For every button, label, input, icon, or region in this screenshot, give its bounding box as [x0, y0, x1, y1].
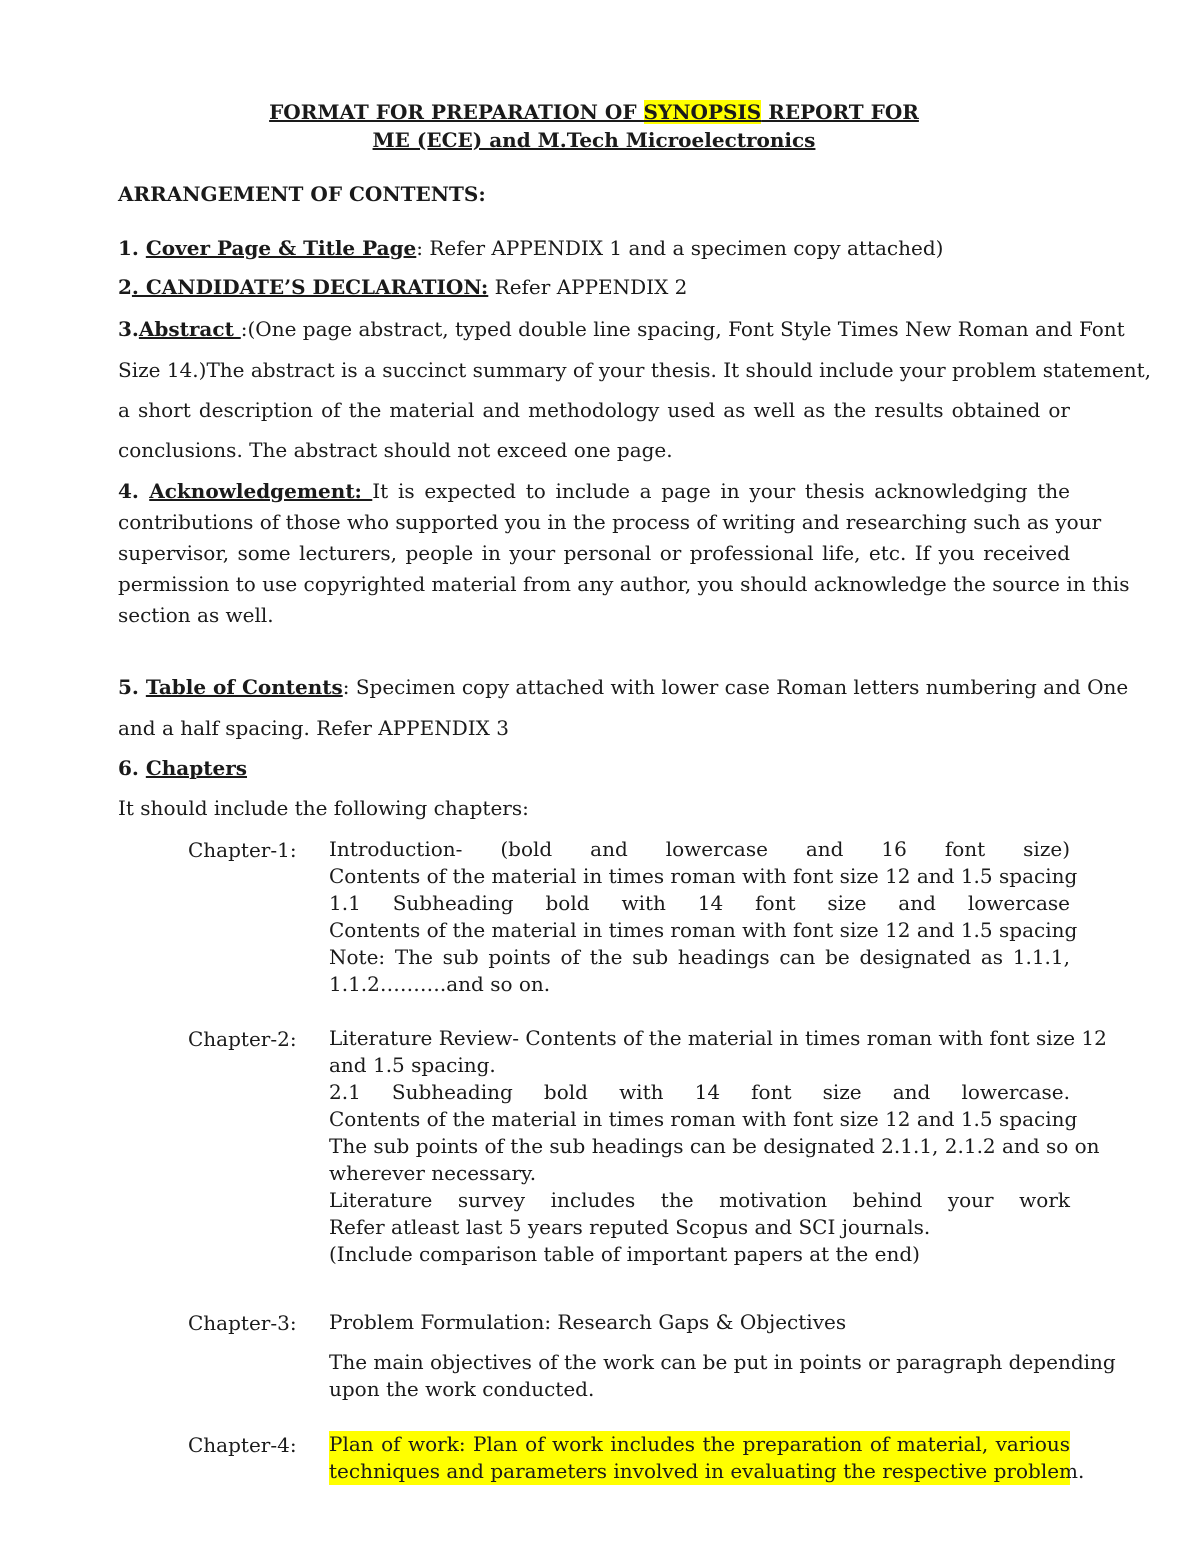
chapter-line: Note: The sub points of the sub headings can be designated as 1.1.1,	[329, 945, 1070, 969]
chapter-line: Contents of the material in times roman with font size 12 and 1.5 spacing	[329, 918, 1078, 942]
title-highlight: SYNOPSIS	[643, 100, 762, 124]
item-chapters-heading: Chapters	[145, 756, 248, 780]
document-subtitle: ME (ECE) and M.Tech Microelectronics	[372, 128, 816, 152]
chapter-line: (Include comparison table of important papers at the end)	[329, 1242, 920, 1266]
chapter-line: and 1.5 spacing.	[329, 1053, 496, 1077]
chapter-line: The main objectives of the work can be put in points or paragraph depending	[329, 1350, 1116, 1374]
chapter-line: 1.1.2……….and so on.	[329, 972, 551, 996]
chapter-line: Literature Review- Contents of the material in times roman with font size 12	[329, 1026, 1107, 1050]
item-abstract-line: Size 14.)The abstract is a succinct summary of your thesis. It should include your problem statement,	[118, 358, 1151, 382]
chapter-line: Refer atleast last 5 years reputed Scopus and SCI journals.	[329, 1215, 931, 1239]
item-declaration-heading: . CANDIDATE’S DECLARATION:	[131, 275, 489, 299]
chapter-line: Literature survey includes the motivation behind your work	[329, 1188, 1070, 1212]
chapter-line: upon the work conducted.	[329, 1377, 595, 1401]
item-chapters: 6. Chapters	[118, 756, 248, 780]
chapter-line: Contents of the material in times roman with font size 12 and 1.5 spacing	[329, 1107, 1078, 1131]
item-acknowledgement-line: 4. Acknowledgement: It is expected to include a page in your thesis acknowledging the	[118, 479, 1070, 503]
chapter-line: 2.1 Subheading bold with 14 font size and lowercase.	[329, 1080, 1070, 1104]
item-abstract-heading: Abstract	[138, 317, 241, 341]
title-text-end: REPORT FOR	[761, 100, 919, 124]
item-cover-page: 1. Cover Page & Title Page: Refer APPENDIX 1 and a specimen copy attached)	[118, 236, 944, 260]
item-acknowledgement-line: contributions of those who supported you in the process of writing and researching such as your	[118, 510, 1102, 534]
item-acknowledgement-line: permission to use copyrighted material from any author, you should acknowledge the source in this	[118, 572, 1130, 596]
chapter-line: Introduction- (bold and lowercase and 16 font size)	[329, 837, 1070, 861]
chapter-line: wherever necessary.	[329, 1161, 537, 1185]
chapter-label: Chapter-1:	[188, 838, 297, 862]
item-acknowledgement-line: section as well.	[118, 603, 274, 627]
item-abstract-line: a short description of the material and methodology used as well as the results obtained or	[118, 398, 1070, 422]
chapter-label: Chapter-3:	[188, 1311, 297, 1335]
chapter-line: Contents of the material in times roman with font size 12 and 1.5 spacing	[329, 864, 1078, 888]
chapter-line-highlighted: techniques and parameters involved in evaluating the respective problem.	[329, 1459, 1085, 1483]
chapters-intro: It should include the following chapters:	[118, 796, 529, 820]
item-acknowledgement-heading: Acknowledgement:	[149, 479, 373, 503]
chapter-label: Chapter-4:	[188, 1433, 297, 1457]
chapter-line: Problem Formulation: Research Gaps & Objectives	[329, 1310, 847, 1334]
chapter-line-highlighted: Plan of work: Plan of work includes the preparation of material, various	[329, 1432, 1070, 1456]
chapter-line: The sub points of the sub headings can be designated 2.1.1, 2.1.2 and so on	[329, 1134, 1100, 1158]
item-abstract-line: 3.Abstract :(One page abstract, typed double line spacing, Font Style Times New Roman and Font	[118, 317, 1125, 341]
item-table-of-contents-line: and a half spacing. Refer APPENDIX 3	[118, 716, 509, 740]
item-cover-page-heading: Cover Page & Title Page	[145, 236, 417, 260]
item-toc-heading: Table of Contents	[145, 675, 343, 699]
item-candidate-declaration: 2. CANDIDATE’S DECLARATION: Refer APPENDIX 2	[118, 275, 688, 299]
chapter-line: 1.1 Subheading bold with 14 font size and lowercase	[329, 891, 1070, 915]
chapter-label: Chapter-2:	[188, 1027, 297, 1051]
item-acknowledgement-line: supervisor, some lecturers, people in your personal or professional life, etc. If you received	[118, 541, 1070, 565]
arrangement-heading: ARRANGEMENT OF CONTENTS:	[118, 182, 486, 206]
item-table-of-contents-line: 5. Table of Contents: Specimen copy attached with lower case Roman letters numbering and One	[118, 675, 1129, 699]
item-abstract-line: conclusions. The abstract should not exceed one page.	[118, 438, 673, 462]
document-title	[118, 98, 1070, 126]
title-text: FORMAT FOR PREPARATION OF	[269, 100, 644, 124]
